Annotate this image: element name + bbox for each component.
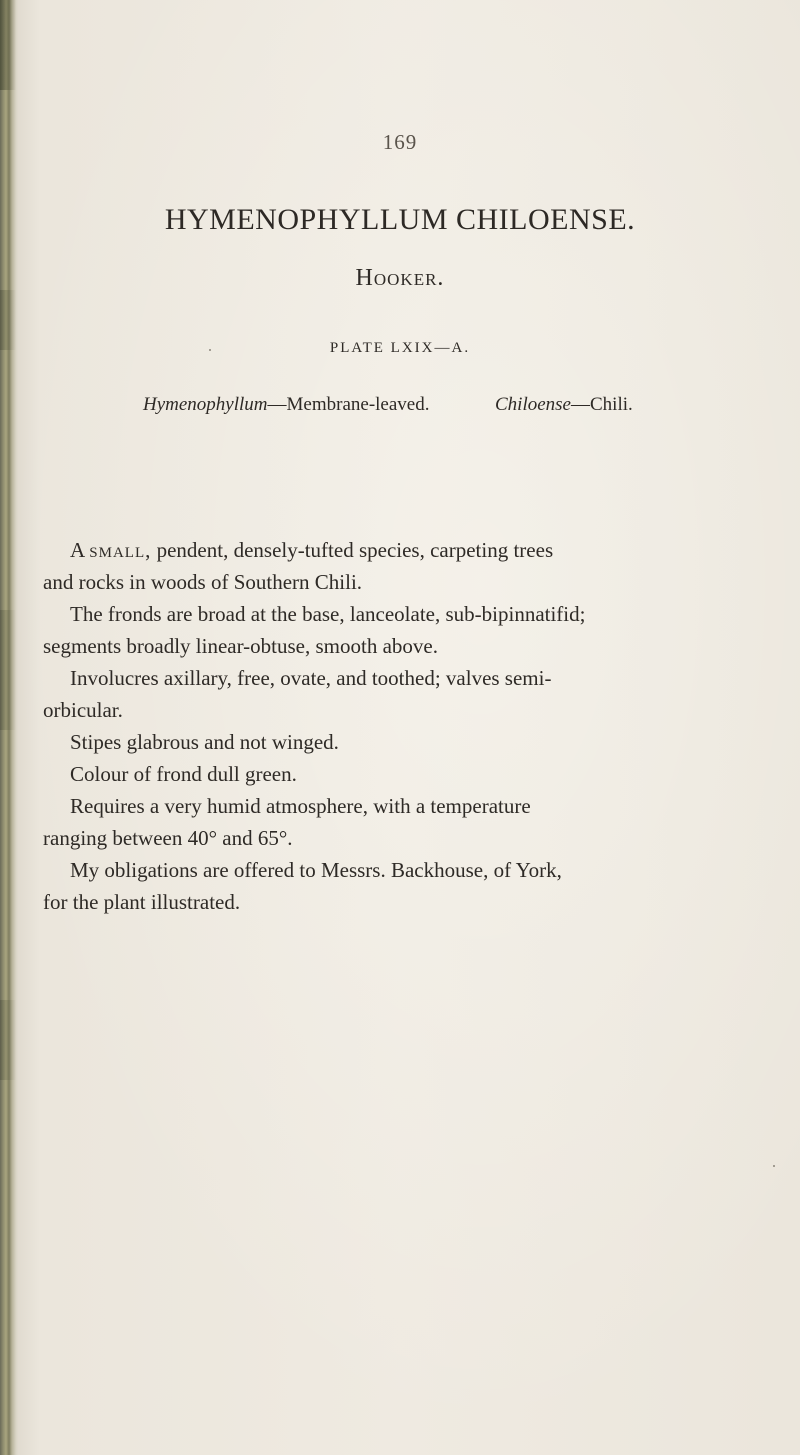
genus-meaning: —Membrane-leaved. <box>267 394 430 415</box>
plate-label: PLATE LXIX—A. <box>329 340 471 356</box>
description-line: My obligations are offered to Messrs. Backhouse, of York, <box>70 858 562 882</box>
species-name-line <box>495 394 633 416</box>
species-latin: Chiloense <box>495 394 571 415</box>
opening-word: A <box>70 538 85 562</box>
line1-text: pendent, densely-tufted species, carpeting trees <box>151 538 554 562</box>
paper-speck <box>773 1165 775 1167</box>
paper-speck <box>209 349 211 351</box>
genus-name-line <box>143 394 430 416</box>
binding-stain <box>0 610 16 730</box>
description-line: Involucres axillary, free, ovate, and toothed; valves semi- <box>70 666 552 690</box>
page-title: HYMENOPHYLLUM CHILOENSE. <box>164 203 636 236</box>
description-line: orbicular. <box>43 698 123 722</box>
description-line: The fronds are broad at the base, lanceolate, sub-bipinnatifid; <box>70 602 586 626</box>
author-name: Hooker. <box>355 265 445 291</box>
description-line <box>70 534 553 566</box>
description-line: segments broadly linear-obtuse, smooth above. <box>43 634 438 658</box>
species-meaning: —Chili. <box>571 394 633 415</box>
genus-latin: Hymenophyllum <box>143 394 268 415</box>
description-line: ranging between 40° and 65°. <box>43 826 293 850</box>
description-line: Stipes glabrous and not winged. <box>70 730 339 754</box>
page-number: 169 <box>382 130 418 154</box>
description-line: Colour of frond dull green. <box>70 762 297 786</box>
description-line: for the plant illustrated. <box>43 890 241 914</box>
binding-stain <box>0 1000 16 1080</box>
binding-stain <box>0 0 16 90</box>
opening-smallcaps: small, <box>89 538 152 562</box>
description-line: Requires a very humid atmosphere, with a temperature <box>70 794 531 818</box>
description-line: and rocks in woods of Southern Chili. <box>43 570 363 594</box>
